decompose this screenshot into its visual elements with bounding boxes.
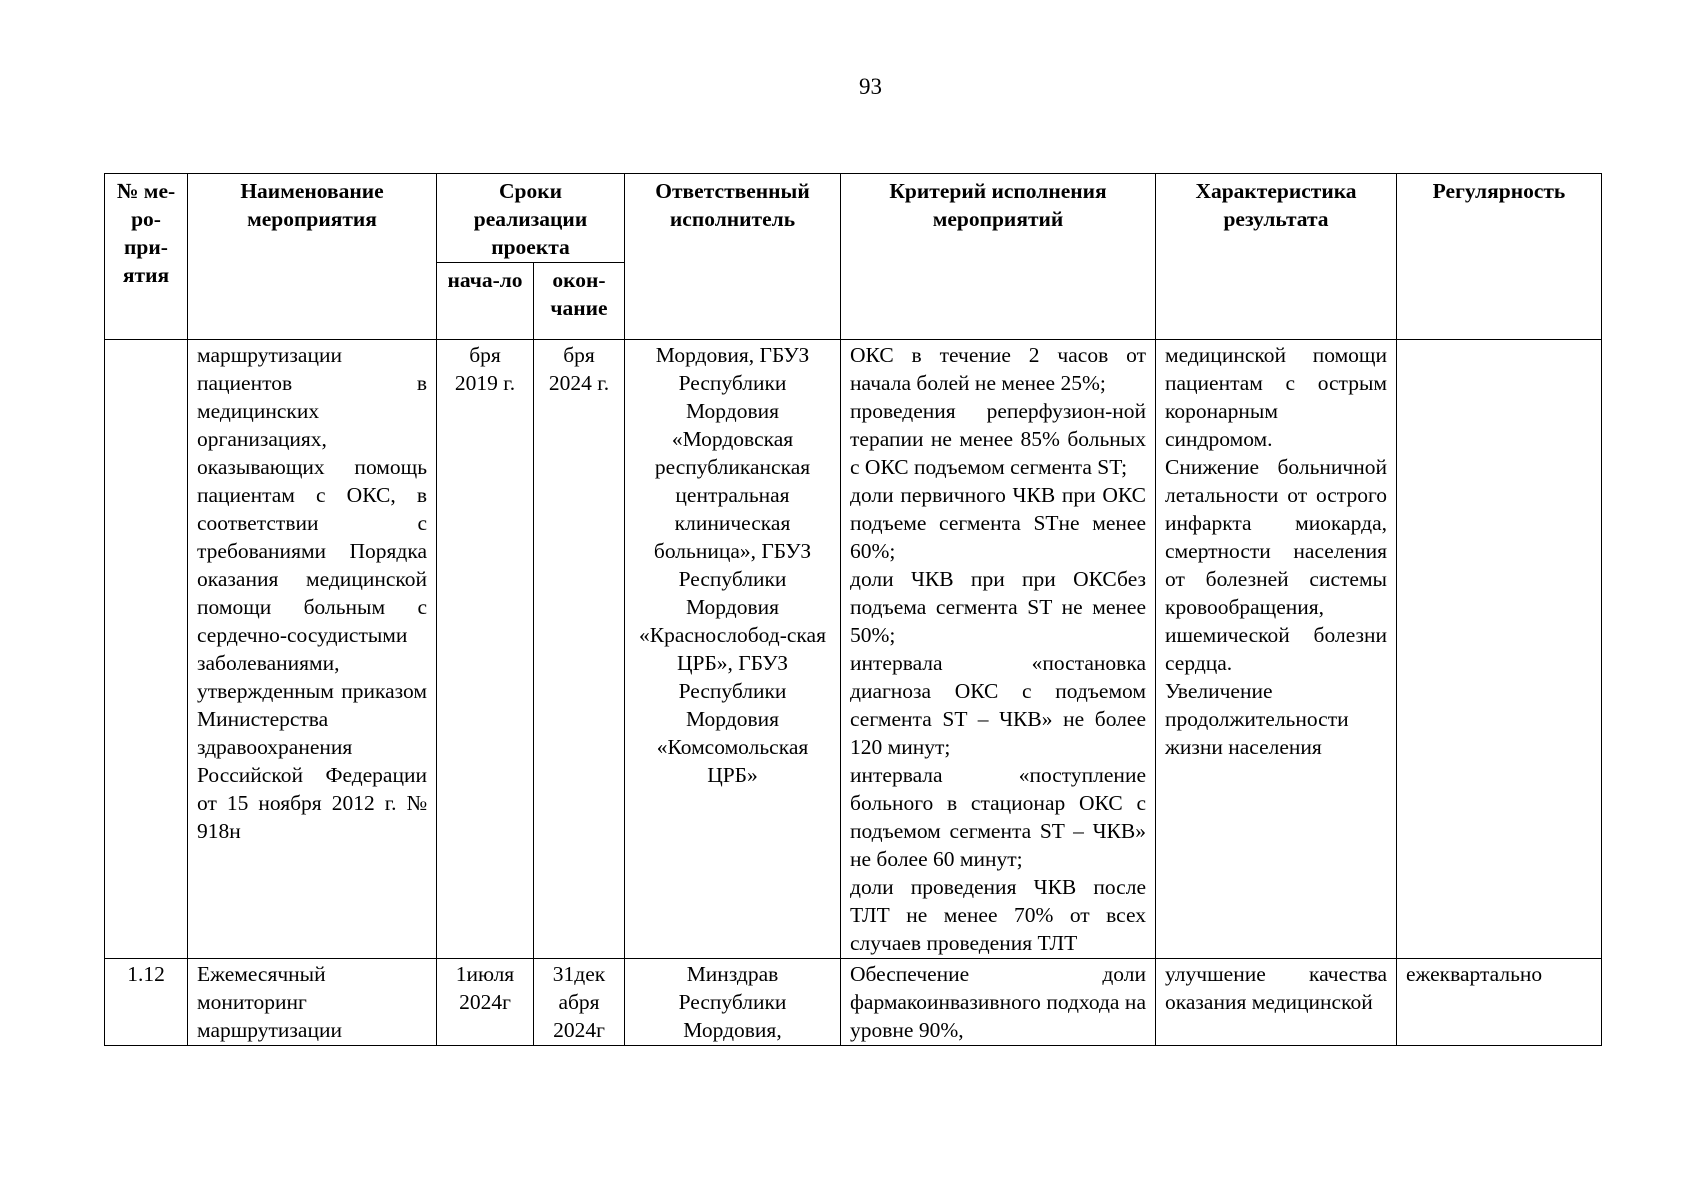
row-end: 31дек абря 2024г (534, 959, 625, 1046)
row-regularity (1397, 340, 1602, 959)
header-characteristic: Характеристика результата (1156, 174, 1397, 340)
header-start: нача-ло (437, 263, 534, 340)
row-start: бря 2019 г. (437, 340, 534, 959)
table-row (105, 959, 1602, 1046)
row-start: 1июля 2024г (437, 959, 534, 1046)
activities-table (104, 173, 1602, 1046)
row-criterion: Обеспечение доли фармакоинвазивного подхода на уровне 90%, (841, 959, 1156, 1046)
page-number: 93 (859, 74, 882, 99)
row-end: бря 2024 г. (534, 340, 625, 959)
row-num (105, 340, 188, 959)
row-num: 1.12 (105, 959, 188, 1046)
row-name: Ежемесячный мониторинг маршрутизации (188, 959, 437, 1046)
header-regularity: Регулярность (1397, 174, 1602, 340)
row-executor: Минздрав Республики Мордовия, (625, 959, 841, 1046)
header-terms: Сроки реализации проекта (437, 174, 625, 263)
header-num: № ме-ро-при-ятия (105, 174, 188, 340)
header-executor: Ответственный исполнитель (625, 174, 841, 340)
header-name: Наименование мероприятия (188, 174, 437, 340)
row-name: маршрутизации пациентов в медицинских организациях, оказывающих помощь пациентам с ОКС, в соответствии с требованиями Порядка оказания медицинской помощи больным с сердечно-сосудистыми заболеваниями, утвержденным приказом Министерства здравоохранения Российской Федерации от 15 ноября 2012 г. № 918н (188, 340, 437, 959)
row-criterion: ОКС в течение 2 часов от начала болей не менее 25%; проведения реперфузион-ной терапии не менее 85% больных с ОКС подъемом сегмента ST; доли первичного ЧКВ при ОКС подъеме сегмента STне менее 60%; доли ЧКВ при при ОКСбез подъема сегмента ST не менее 50%; интервала «постановка диагноза ОКС с подъемом сегмента ST – ЧКВ» не более 120 минут; интервала «поступление больного в стационар ОКС с подъемом сегмента ST – ЧКВ» не более 60 минут; доли проведения ЧКВ после ТЛТ не менее 70% от всех случаев проведения ТЛТ (841, 340, 1156, 959)
row-regularity: ежеквартально (1397, 959, 1602, 1046)
row-executor: Мордовия, ГБУЗ Республики Мордовия «Мордовская республиканская центральная клиническая больница», ГБУЗ Республики Мордовия «Краснослобод-ская ЦРБ», ГБУЗ Республики Мордовия «Комсомольская ЦРБ» (625, 340, 841, 959)
header-end: окон-чание (534, 263, 625, 340)
row-characteristic: медицинской помощи пациентам с острым коронарным синдромом. Снижение больничной летальности от острого инфаркта миокарда, смертности населения от болезней системы кровообращения, ишемической болезни сердца. Увеличение продолжительности жизни населения (1156, 340, 1397, 959)
table-row (105, 340, 1602, 959)
header-criterion: Критерий исполнения мероприятий (841, 174, 1156, 340)
row-characteristic: улучшение качества оказания медицинской (1156, 959, 1397, 1046)
